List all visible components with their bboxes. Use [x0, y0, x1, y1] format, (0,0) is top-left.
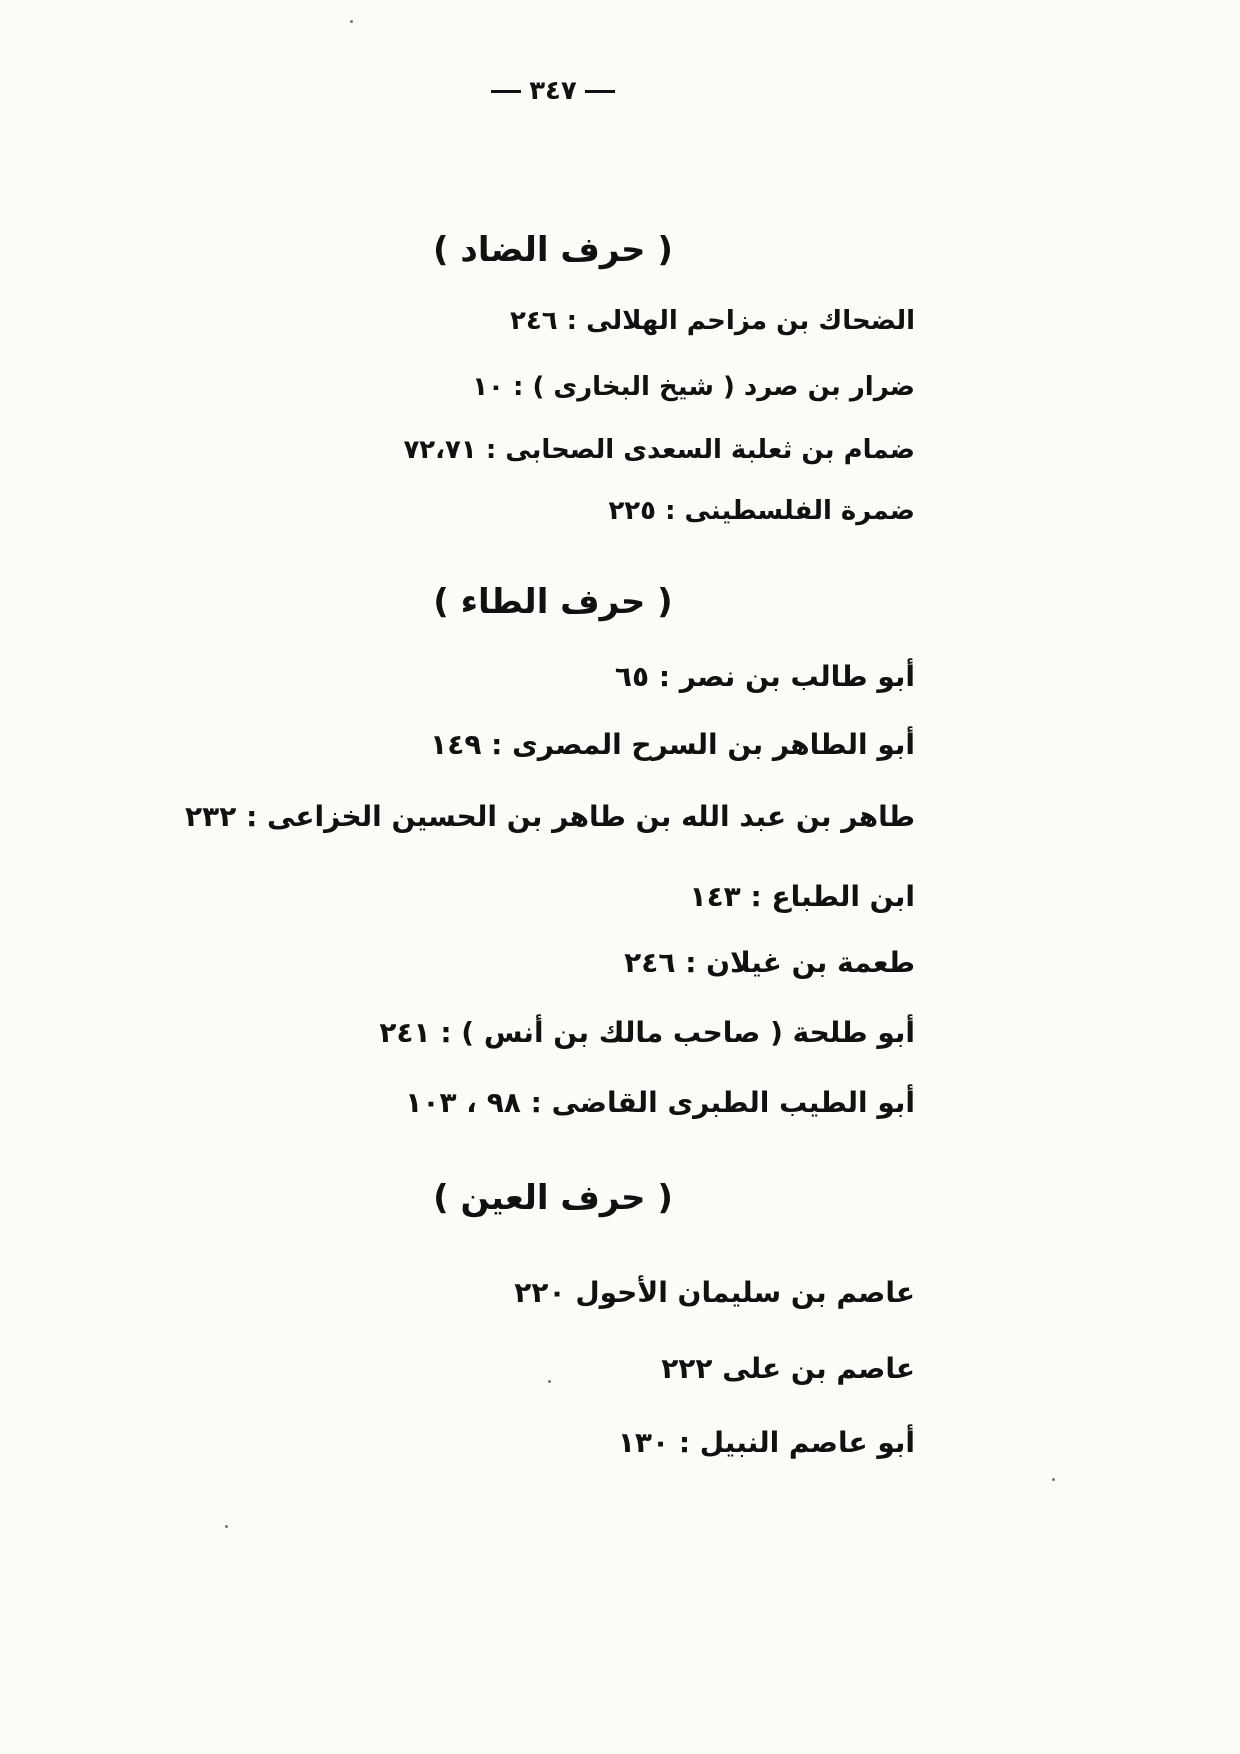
right-dash: [585, 90, 615, 93]
page-number-value: ٣٤٧: [529, 76, 577, 106]
section-heading-ain: ( حرف العين ): [433, 1178, 673, 1218]
index-entry: ابن الطباع : ١٤٣: [689, 880, 915, 913]
scan-speck: [225, 1525, 228, 1528]
index-entry: أبو الطاهر بن السرح المصرى : ١٤٩: [430, 728, 915, 761]
section-heading-dad: ( حرف الضاد ): [433, 230, 673, 270]
index-entry: أبو عاصم النبيل : ١٣٠: [617, 1426, 915, 1459]
scan-speck: [350, 20, 353, 23]
scan-speck: [1052, 1478, 1055, 1481]
index-entry: عاصم بن على ٢٢٢: [661, 1352, 915, 1385]
left-dash: [491, 90, 521, 93]
scan-speck: [548, 1380, 551, 1383]
index-entry: أبو الطيب الطبرى القاضى : ٩٨ ، ١٠٣: [405, 1086, 915, 1119]
index-entry: ضمام بن ثعلبة السعدى الصحابى : ٧٢،٧١: [403, 435, 915, 465]
index-entry: ضرار بن صرد ( شيخ البخارى ) : ١٠: [472, 372, 915, 402]
index-entry: أبو طلحة ( صاحب مالك بن أنس ) : ٢٤١: [379, 1016, 915, 1049]
index-entry: طاهر بن عبد الله بن طاهر بن الحسين الخزاعى : ٢٣٢: [185, 800, 915, 833]
section-heading-ta: ( حرف الطاء ): [433, 582, 673, 622]
page-number: [0, 76, 1106, 106]
index-entry: أبو طالب بن نصر : ٦٥: [614, 660, 915, 693]
index-entry: عاصم بن سليمان الأحول ٢٢٠: [514, 1276, 915, 1309]
index-entry: ضمرة الفلسطينى : ٢٢٥: [608, 496, 915, 526]
index-entry: الضحاك بن مزاحم الهلالى : ٢٤٦: [509, 306, 915, 336]
index-entry: طعمة بن غيلان : ٢٤٦: [624, 946, 915, 979]
